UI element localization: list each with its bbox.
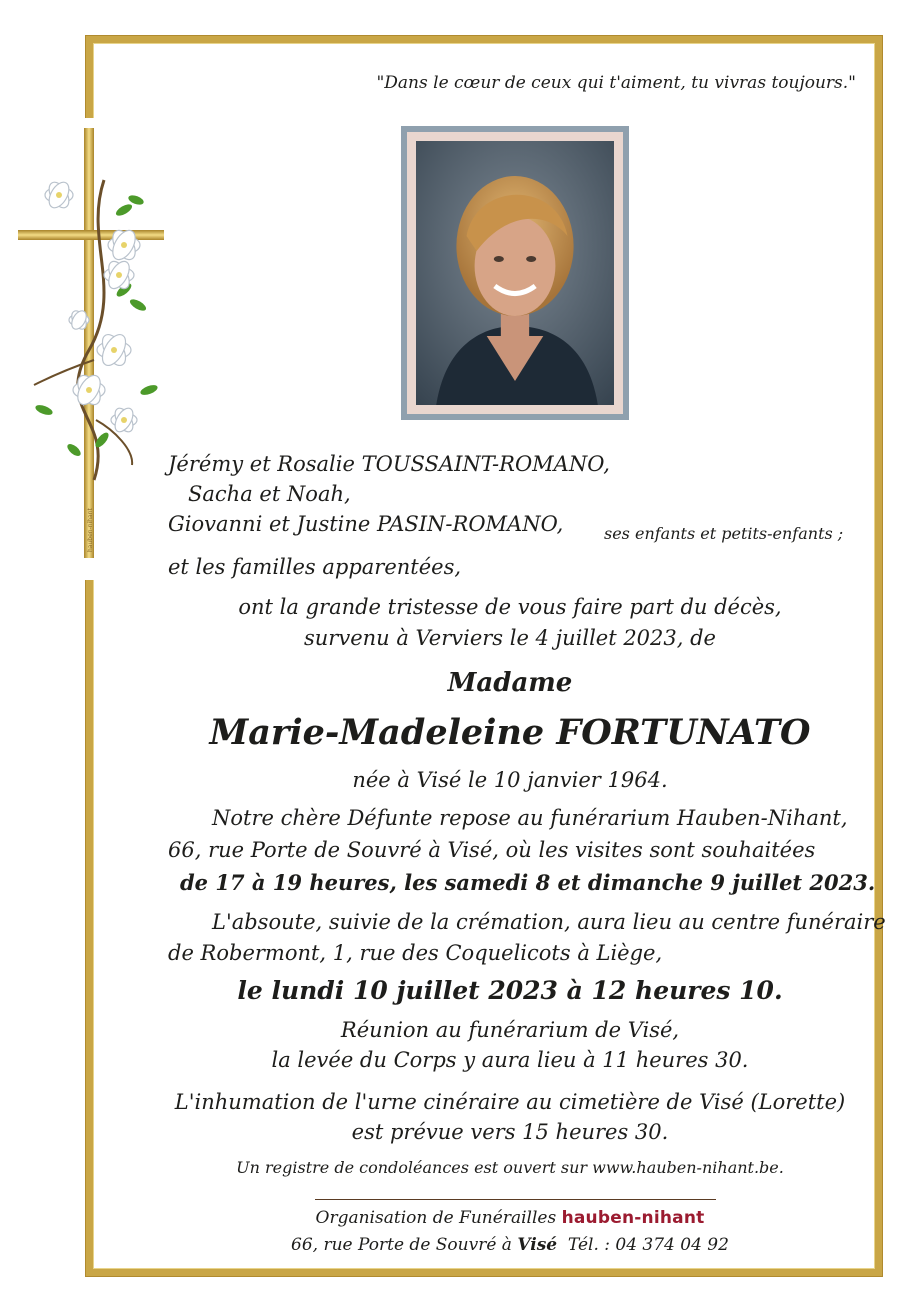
footer-separator bbox=[315, 1199, 716, 1200]
portrait-frame bbox=[401, 126, 629, 420]
announcement-line-2: survenu à Verviers le 4 juillet 2023, de bbox=[303, 626, 716, 650]
visits-line-2: 66, rue Porte de Souvré à Visé, où les visites sont souhaitées bbox=[168, 838, 816, 862]
burial-line-1: L'inhumation de l'urne cinéraire au cimetière de Visé (Lorette) bbox=[174, 1090, 846, 1114]
footer-address-line bbox=[120, 1235, 900, 1255]
cross-with-flowers-icon bbox=[14, 120, 174, 570]
deceased-title: Madame bbox=[447, 668, 573, 698]
announcement-line-1: ont la grande tristesse de vous faire part du décès, bbox=[238, 595, 782, 619]
family-line-4: et les familles apparentées, bbox=[168, 555, 462, 579]
meeting-line-2: la levée du Corps y aura lieu à 11 heures 30. bbox=[271, 1048, 749, 1072]
ceremony-period: . bbox=[773, 976, 783, 1005]
portrait-photo bbox=[416, 141, 614, 405]
ceremony-line-1: L'absoute, suivie de la crémation, aura lieu au centre funéraire bbox=[212, 910, 886, 934]
family-line-2: Sacha et Noah, bbox=[188, 482, 351, 506]
ceremony-line-2: de Robermont, 1, rue des Coquelicots à Liège, bbox=[168, 941, 663, 965]
visits-line-3: de 17 à 19 heures, les samedi 8 et dimanche 9 juillet 2023 bbox=[180, 870, 868, 895]
footer-organisation bbox=[120, 1208, 900, 1228]
family-line-1: Jérémy et Rosalie TOUSSAINT-ROMANO, bbox=[168, 452, 610, 476]
family-relation: ses enfants et petits-enfants ; bbox=[604, 524, 844, 543]
cross-mark: hauben-nihant bbox=[87, 508, 94, 552]
visits-line-1: Notre chère Défunte repose au funérarium Hauben-Nihant, bbox=[212, 806, 848, 830]
footer-phone: Tél. : 04 374 04 92 bbox=[567, 1235, 729, 1255]
footer-organisation-label: Organisation de Funérailles bbox=[315, 1208, 557, 1228]
meeting-line-1: Réunion au funérarium de Visé, bbox=[340, 1018, 680, 1042]
brand-logo: hauben-nihant bbox=[561, 1208, 705, 1228]
quote: "Dans le cœur de ceux qui t'aiment, tu vivras toujours." bbox=[376, 73, 856, 93]
deceased-birth: née à Visé le 10 janvier 1964. bbox=[352, 768, 668, 792]
footer-city: Visé bbox=[517, 1235, 558, 1255]
family-line-3: Giovanni et Justine PASIN-ROMANO, bbox=[168, 512, 564, 536]
visits-period: . bbox=[867, 870, 876, 895]
register-note: Un registre de condoléances est ouvert sur www.hauben-nihant.be. bbox=[236, 1158, 784, 1177]
ceremony-line-3: le lundi 10 juillet 2023 à 12 heures 10 bbox=[237, 976, 774, 1005]
burial-line-2: est prévue vers 15 heures 30. bbox=[351, 1120, 669, 1144]
footer-address: 66, rue Porte de Souvré à bbox=[291, 1235, 512, 1255]
deceased-name: Marie-Madeleine FORTUNATO bbox=[209, 712, 811, 753]
